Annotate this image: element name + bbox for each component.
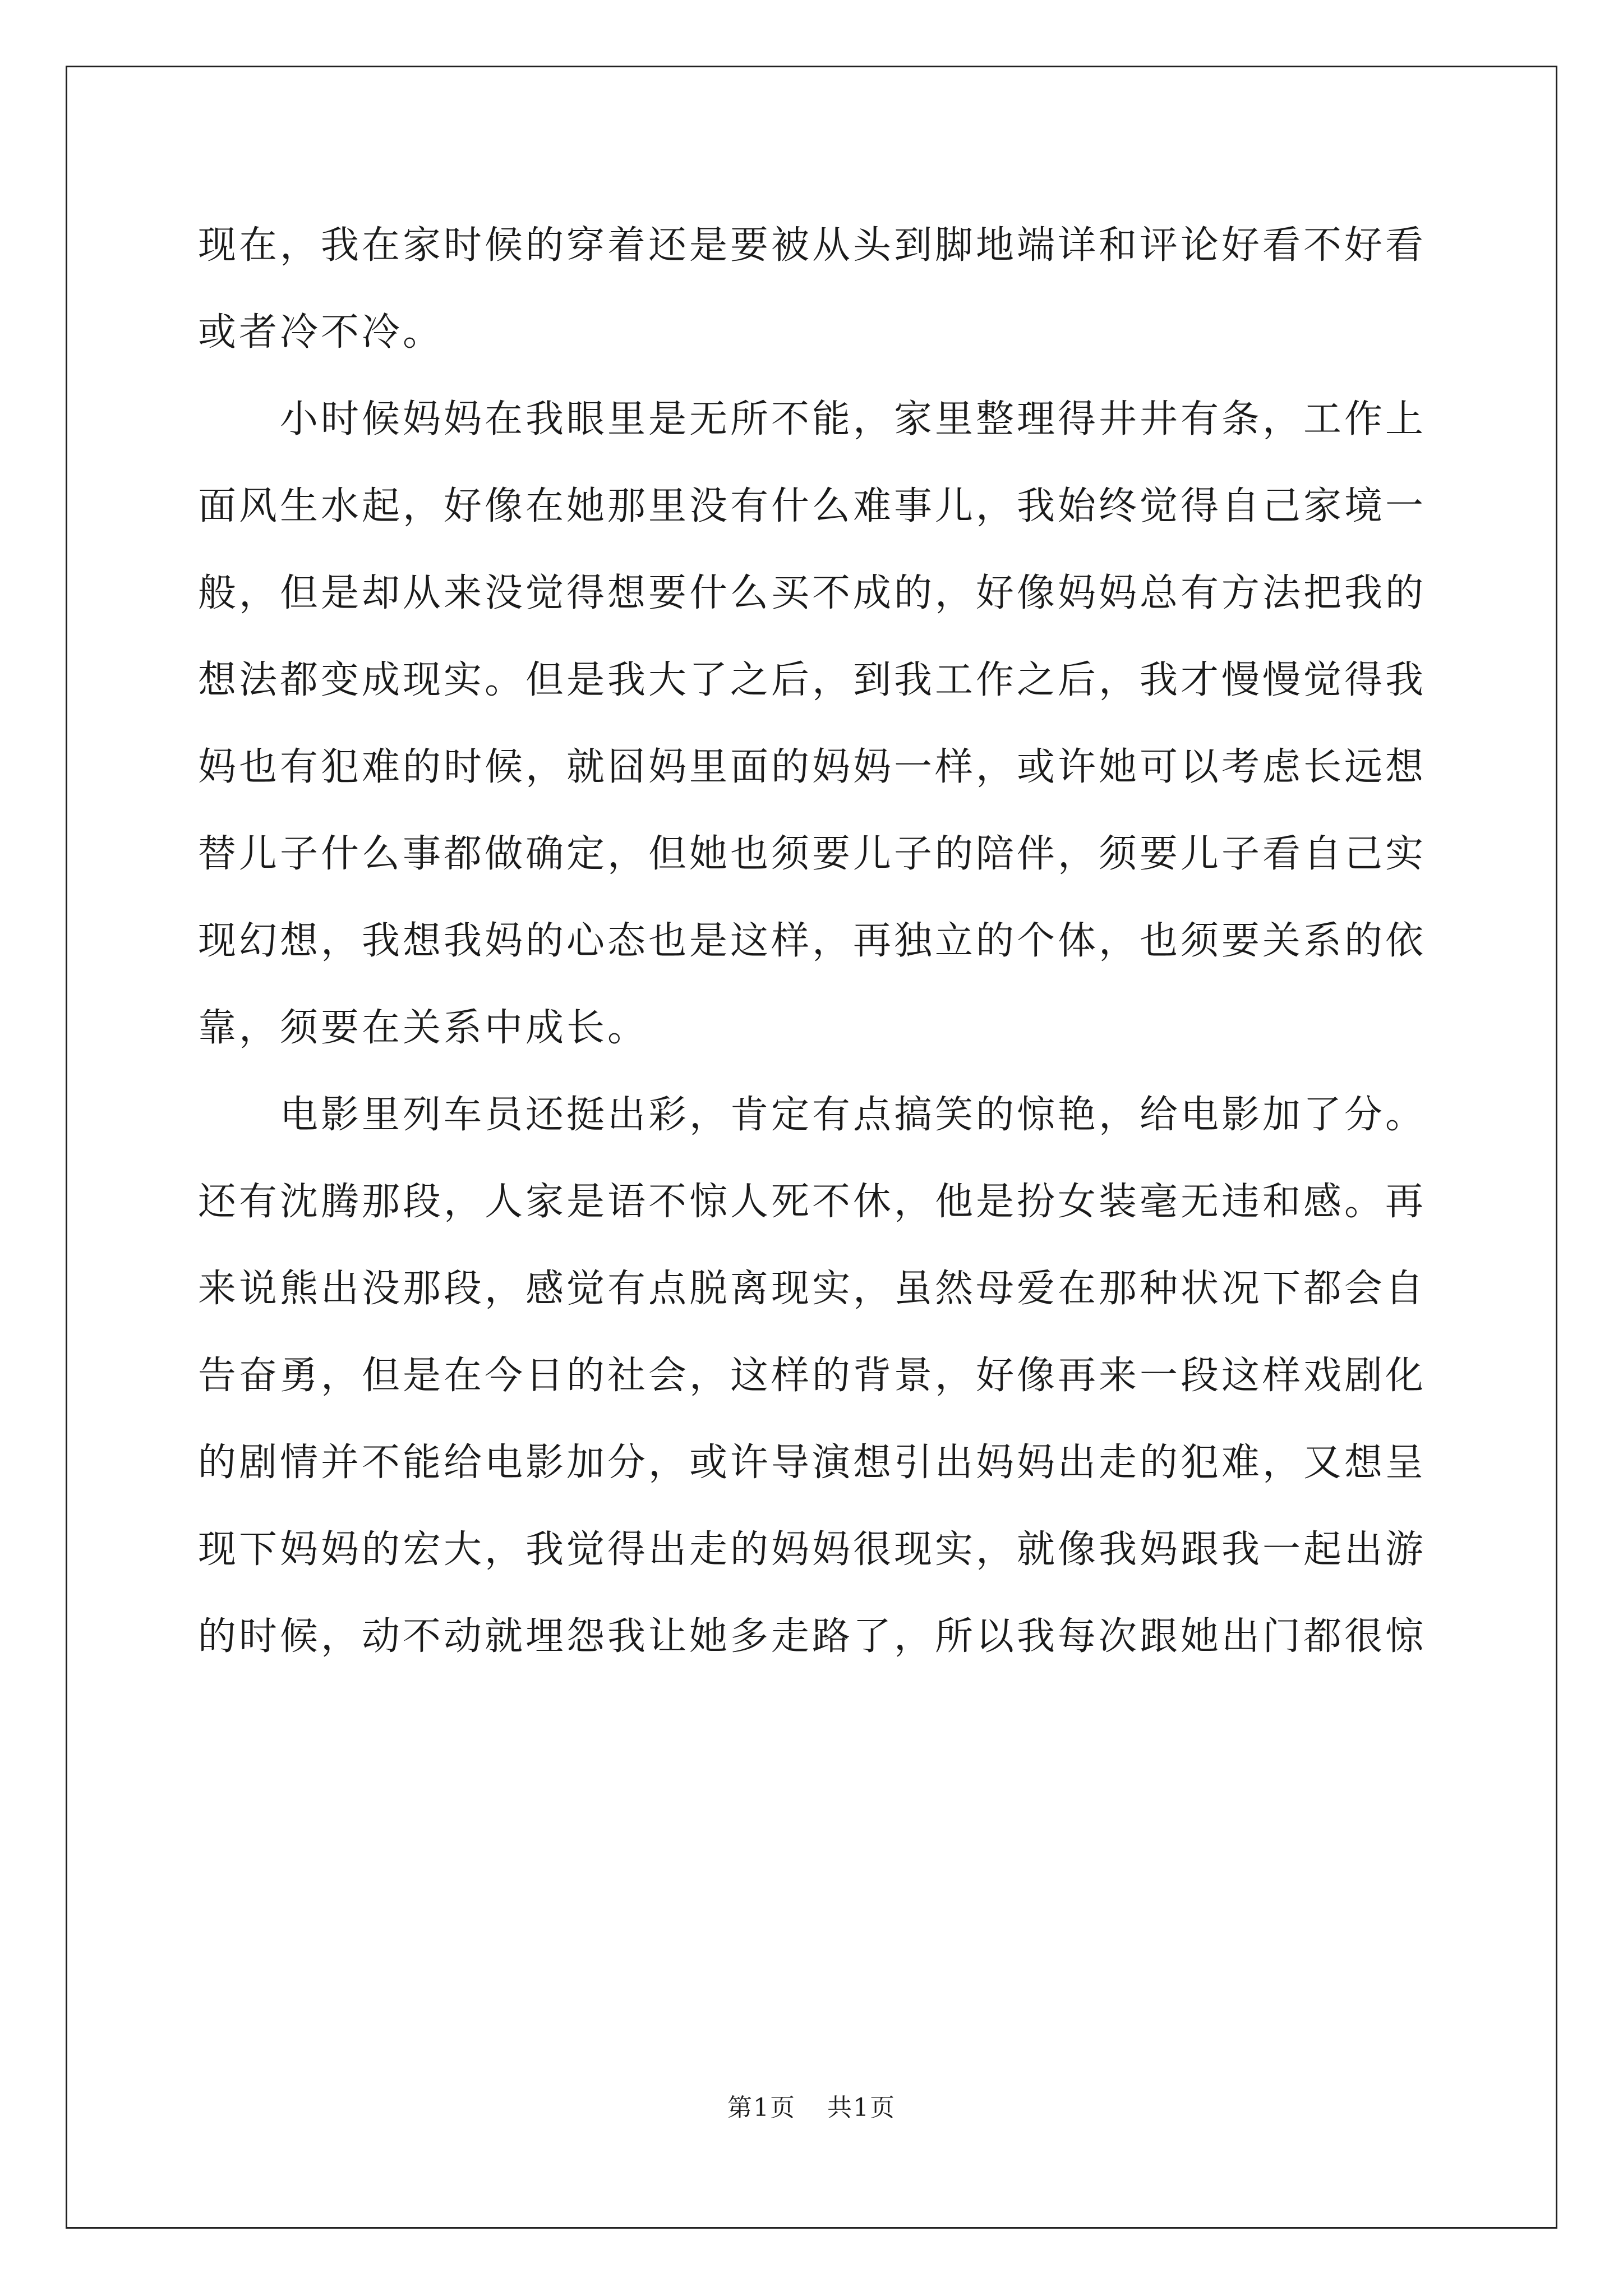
paragraph: 小时候妈妈在我眼里是无所不能，家里整理得井井有条，工作上面风生水起，好像在她那里没有什么难事儿，我始终觉得自己家境一般，但是却从来没觉得想要什么买不成的，好像妈妈总有方法把我的想法都变成现实。但是我大了之后，到我工作之后，我才慢慢觉得我妈也有犯难的时候，就囧妈里面的妈妈一样，或许她可以考虑长远想替儿子什么事都做确定，但她也须要儿子的陪伴，须要儿子看自己实现幻想，我想我妈的心态也是这样，再独立的个体，也须要关系的依靠，须要在关系中成长。 [198, 397, 1427, 1050]
document-body [198, 202, 1426, 1680]
page-number: 第1页 [727, 2093, 796, 2122]
page-footer [0, 2091, 1623, 2125]
paragraph: 电影里列车员还挺出彩，肯定有点搞笑的惊艳，给电影加了分。还有沈腾那段，人家是语不惊人死不休，他是扮女装毫无违和感。再来说熊出没那段，感觉有点脱离现实，虽然母爱在那种状况下都会自告奋勇，但是在今日的社会，这样的背景，好像再来一段这样戏剧化的剧情并不能给电影加分，或许导演想引出妈妈出走的犯难，又想呈现下妈妈的宏大，我觉得出走的妈妈很现实，就像我妈跟我一起出游的时候，动不动就埋怨我让她多走路了，所以我每次跟她出门都很惊 [198, 1093, 1427, 1659]
page-total: 共1页 [827, 2093, 896, 2122]
paragraph: 现在，我在家时候的穿着还是要被从头到脚地端详和评论好看不好看或者冷不冷。 [198, 223, 1427, 355]
